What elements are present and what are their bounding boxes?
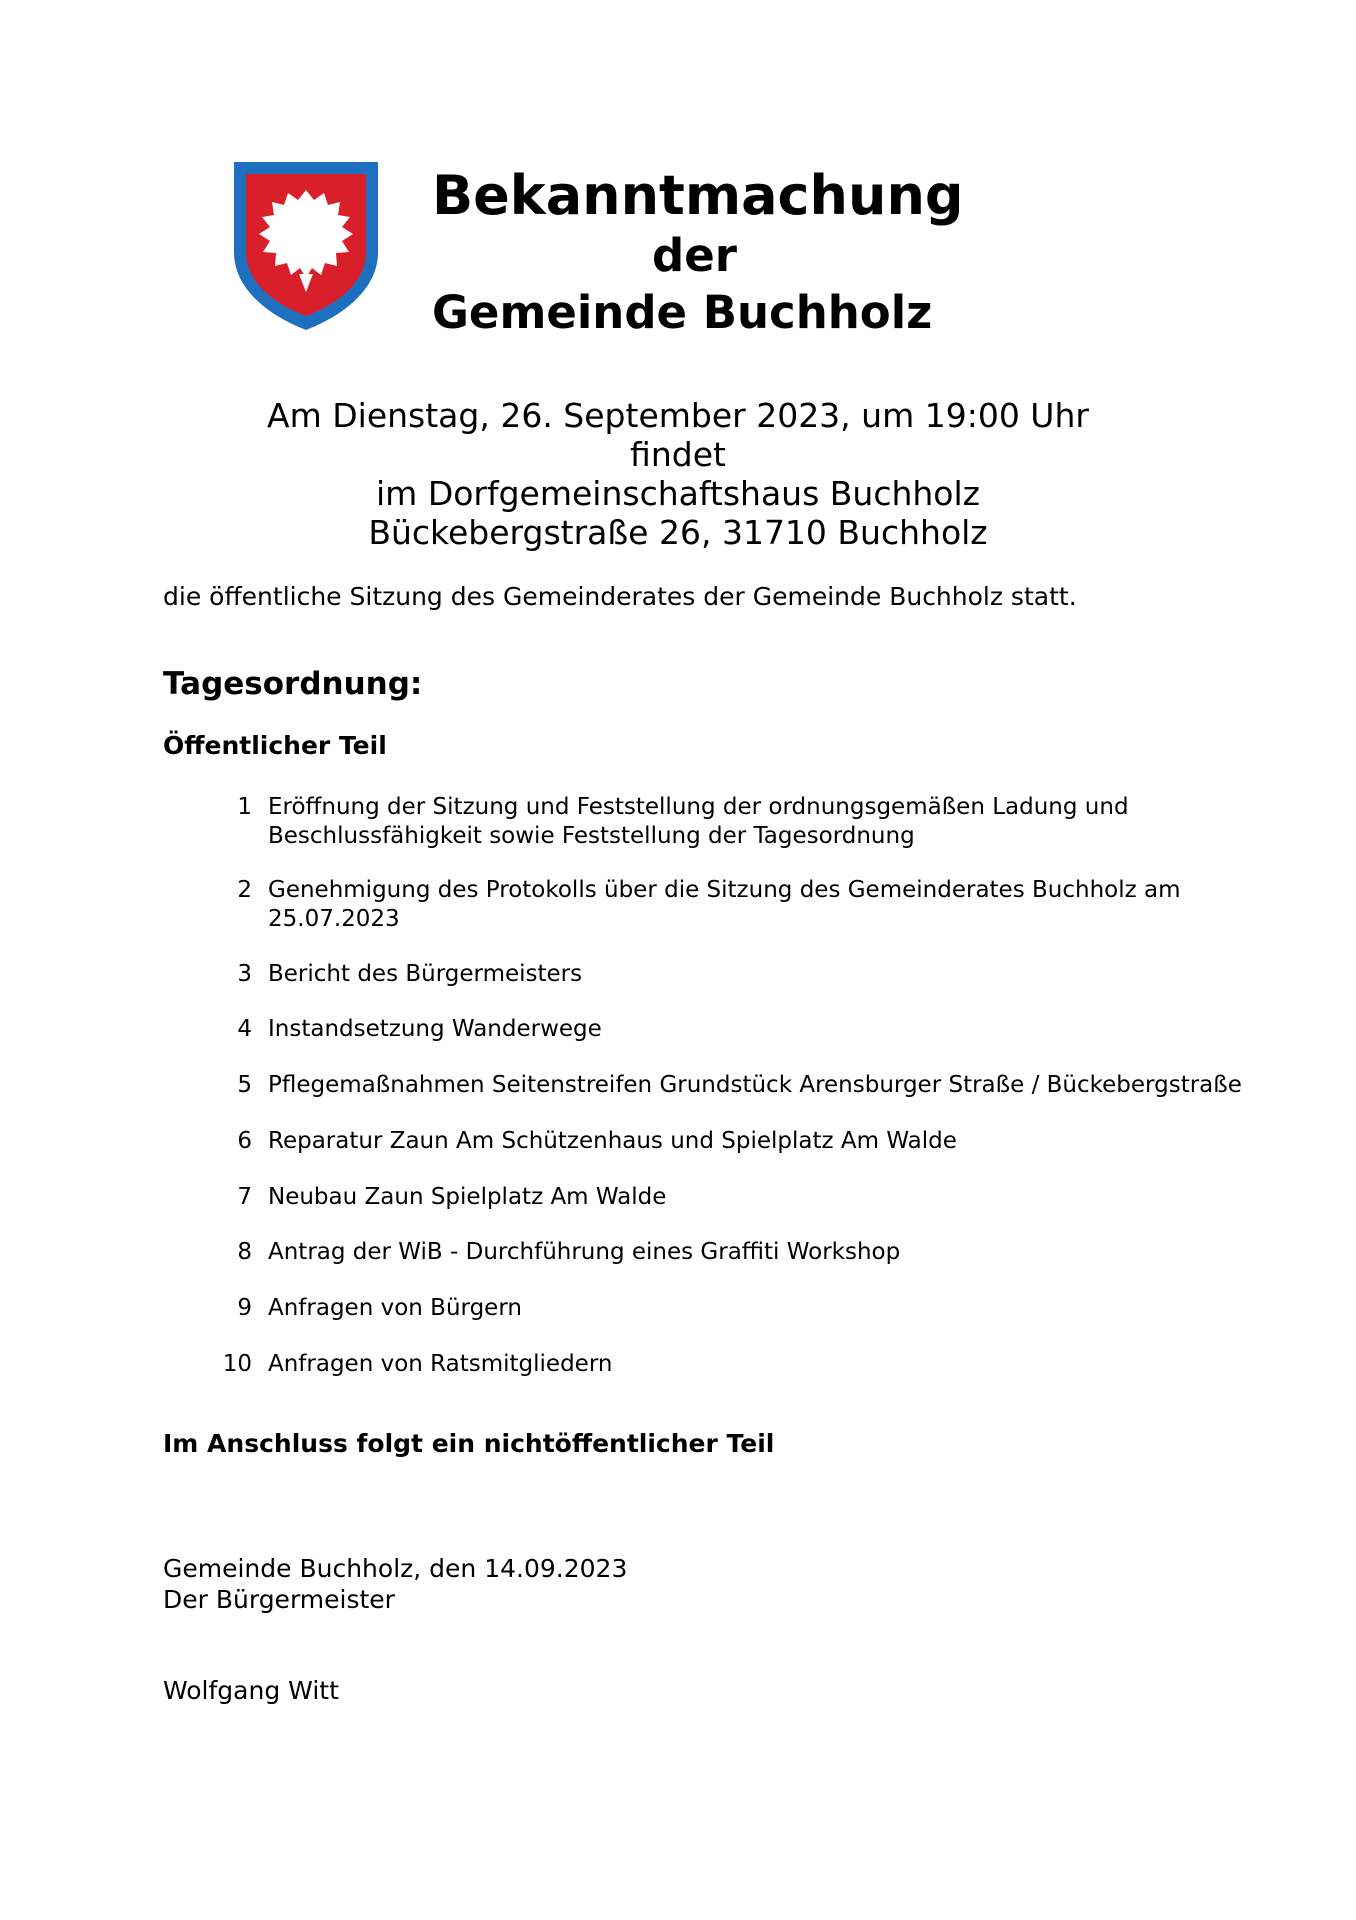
public-section-heading: Öffentlicher Teil: [163, 731, 387, 760]
agenda-item-text: Antrag der WiB - Durchführung eines Graffiti Workshop: [268, 1239, 901, 1265]
agenda-item-number: 5: [237, 1072, 252, 1098]
meeting-findet: findet: [630, 435, 726, 474]
agenda-item-text: Eröffnung der Sitzung und Feststellung der ordnungsgemäßen Ladung und: [268, 794, 1129, 820]
closing-note: Im Anschluss folgt ein nichtöffentlicher Teil: [163, 1429, 775, 1458]
coat-of-arms-icon: [232, 160, 380, 332]
title-gemeinde: Gemeinde Buchholz: [432, 286, 933, 339]
agenda-item-text: Anfragen von Bürgern: [268, 1295, 522, 1321]
signature-place-date: Gemeinde Buchholz, den 14.09.2023: [163, 1554, 628, 1583]
agenda-item-text: Beschlussfähigkeit sowie Feststellung der Tagesordnung: [268, 823, 915, 849]
agenda-item-text: Instandsetzung Wanderwege: [268, 1016, 602, 1042]
agenda-item-number: 2: [237, 877, 252, 903]
agenda-item-number: 10: [222, 1351, 252, 1377]
signature-role: Der Bürgermeister: [163, 1585, 395, 1614]
agenda-item-number: 4: [237, 1016, 252, 1042]
agenda-item-text: 25.07.2023: [268, 906, 400, 932]
meeting-date: Am Dienstag, 26. September 2023, um 19:00 Uhr: [267, 396, 1089, 435]
meeting-address: Bückebergstraße 26, 31710 Buchholz: [368, 513, 988, 552]
title-der: der: [652, 229, 737, 282]
agenda-item-number: 1: [237, 794, 252, 820]
agenda-item-number: 8: [237, 1239, 252, 1265]
signature-name: Wolfgang Witt: [163, 1676, 339, 1705]
agenda-item-number: 7: [237, 1184, 252, 1210]
agenda-item-number: 3: [237, 961, 252, 987]
agenda-item-number: 6: [237, 1128, 252, 1154]
agenda-item-text: Reparatur Zaun Am Schützenhaus und Spielplatz Am Walde: [268, 1128, 957, 1154]
agenda-item-text: Neubau Zaun Spielplatz Am Walde: [268, 1184, 667, 1210]
agenda-item-text: Anfragen von Ratsmitgliedern: [268, 1351, 613, 1377]
meeting-venue: im Dorfgemeinschaftshaus Buchholz: [376, 474, 980, 513]
title-bekanntmachung: Bekanntmachung: [432, 164, 964, 227]
agenda-item-number: 9: [237, 1295, 252, 1321]
agenda-heading: Tagesordnung:: [163, 666, 423, 702]
agenda-item-text: Bericht des Bürgermeisters: [268, 961, 583, 987]
intro-text: die öffentliche Sitzung des Gemeinderates der Gemeinde Buchholz statt.: [163, 582, 1077, 611]
agenda-item-text: Pflegemaßnahmen Seitenstreifen Grundstück Arensburger Straße / Bückebergstraße: [268, 1072, 1242, 1098]
agenda-item-text: Genehmigung des Protokolls über die Sitzung des Gemeinderates Buchholz am: [268, 877, 1181, 903]
